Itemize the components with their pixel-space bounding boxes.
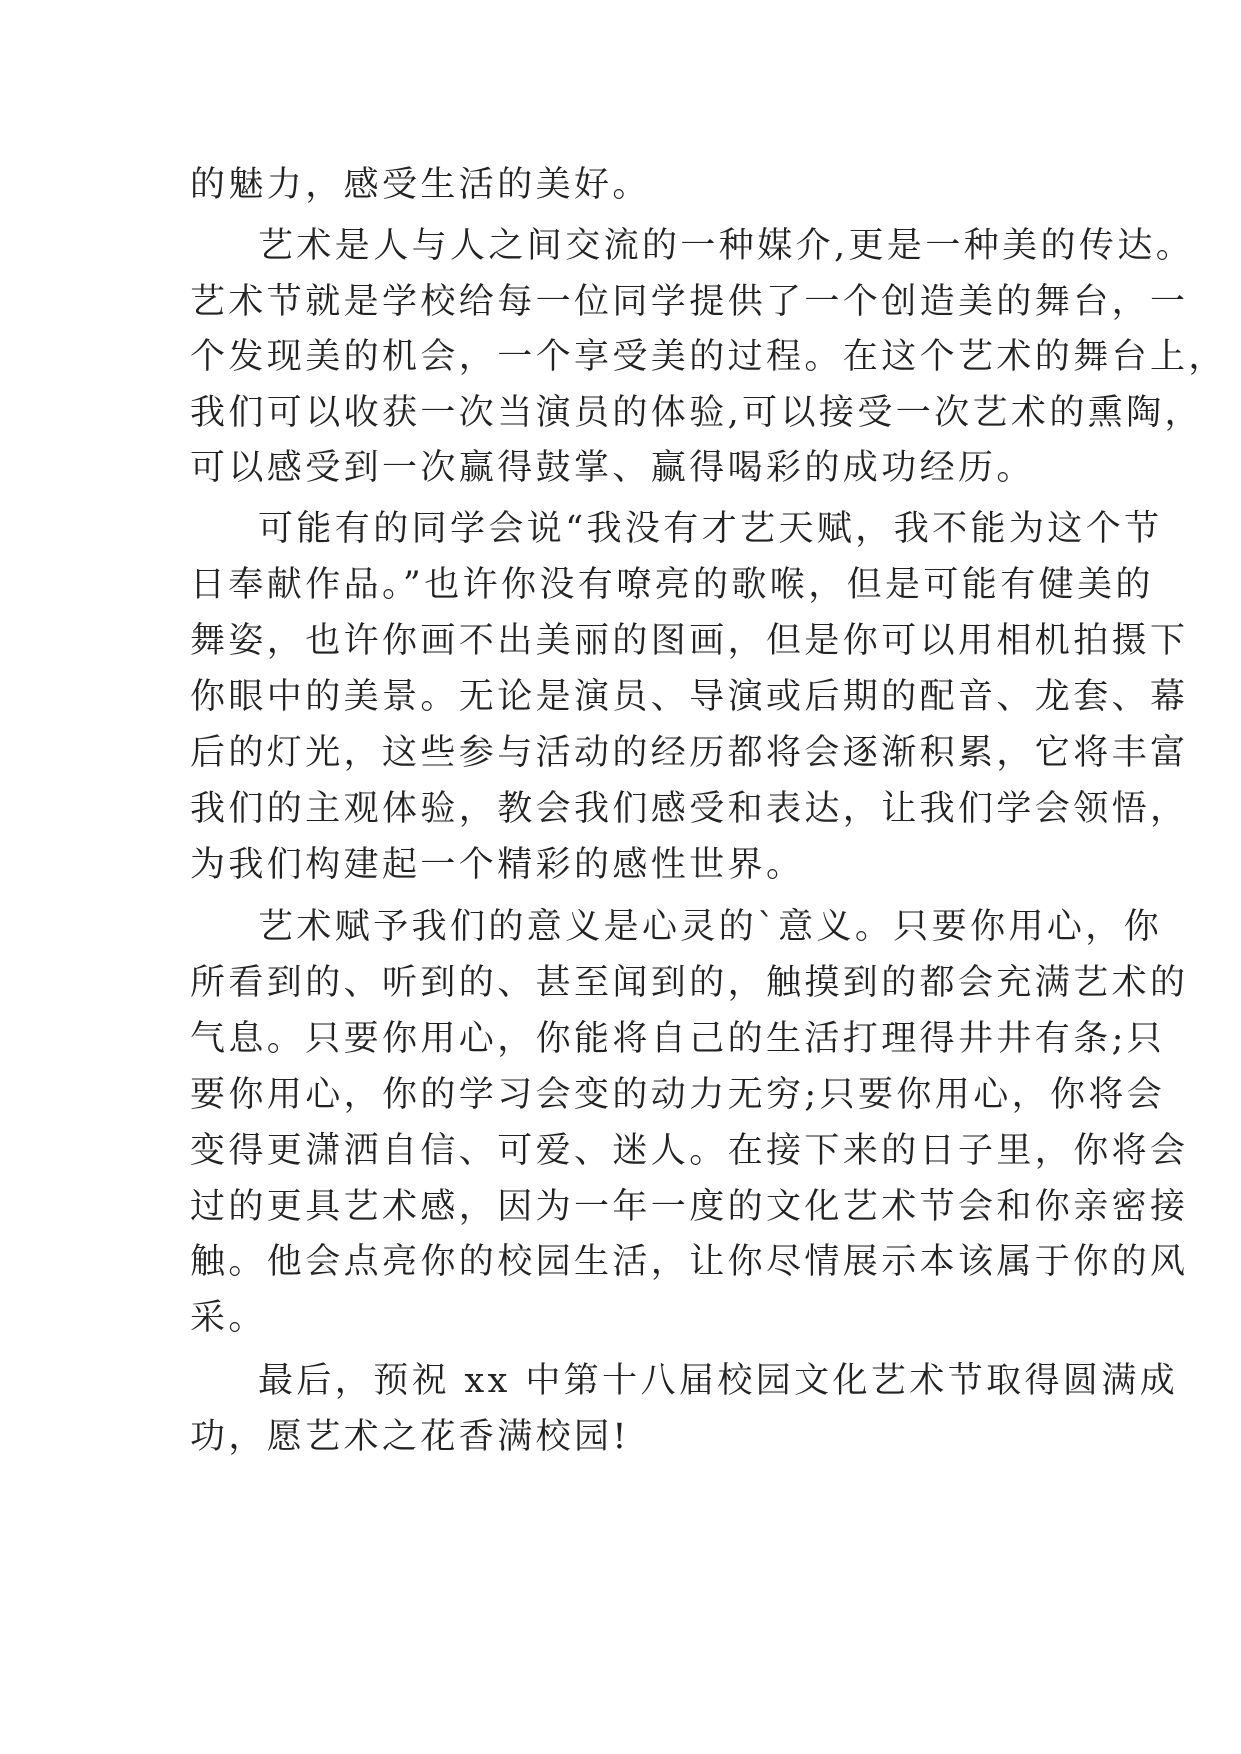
paragraph-line: 后的灯光，这些参与活动的经历都将会逐渐积累，它将丰富 [190,733,1189,773]
paragraph-line: 日奉献作品。”也许你没有嘹亮的歌喉，但是可能有健美的 [190,565,1154,605]
paragraph-line: 可能有的同学会说“我没有才艺天赋，我不能为这个节 [258,509,1163,549]
paragraph-line: 要你用心，你的学习会变的动力无穷;只要你用心，你将会 [190,1075,1166,1115]
paragraph-line: 气息。只要你用心，你能将自己的生活打理得井井有条;只 [190,1019,1166,1059]
paragraph-line: 功，愿艺术之花香满校园! [190,1417,630,1457]
paragraph-line: 为我们构建起一个精彩的感性世界。 [190,845,805,885]
paragraph-line: 艺术节就是学校给每一位同学提供了一个创造美的舞台，一 [190,282,1189,322]
paragraph-line: 的魅力，感受生活的美好。 [190,165,651,205]
paragraph-line: 所看到的、听到的、甚至闻到的，触摸到的都会充满艺术的 [190,963,1189,1003]
paragraph-line: 我们可以收获一次当演员的体验,可以接受一次艺术的熏陶， [190,393,1203,433]
paragraph-line: 变得更潇洒自信、可爱、迷人。在接下来的日子里，你将会 [190,1131,1189,1171]
paragraph-line: 艺术赋予我们的意义是心灵的`意义。只要你用心，你 [258,907,1163,947]
paragraph-line: 可以感受到一次赢得鼓掌、赢得喝彩的成功经历。 [190,448,1035,488]
paragraph-line: 最后，预祝 xx 中第十八届校园文化艺术节取得圆满成 [258,1361,1179,1401]
paragraph-line: 我们的主观体验，教会我们感受和表达，让我们学会领悟， [190,789,1189,829]
paragraph-line: 采。 [190,1298,267,1338]
paragraph-line: 你眼中的美景。无论是演员、导演或后期的配音、龙套、幕 [190,677,1189,717]
paragraph-line: 触。他会点亮你的校园生活，让你尽情展示本该属于你的风 [190,1242,1189,1282]
paragraph-line: 舞姿，也许你画不出美丽的图画，但是你可以用相机拍摄下 [190,621,1189,661]
paragraph-line: 过的更具艺术感，因为一年一度的文化艺术节会和你亲密接 [190,1187,1189,1227]
paragraph-line: 个发现美的机会，一个享受美的过程。在这个艺术的舞台上， [190,337,1227,377]
paragraph-line: 艺术是人与人之间交流的一种媒介,更是一种美的传达。 [258,226,1195,266]
